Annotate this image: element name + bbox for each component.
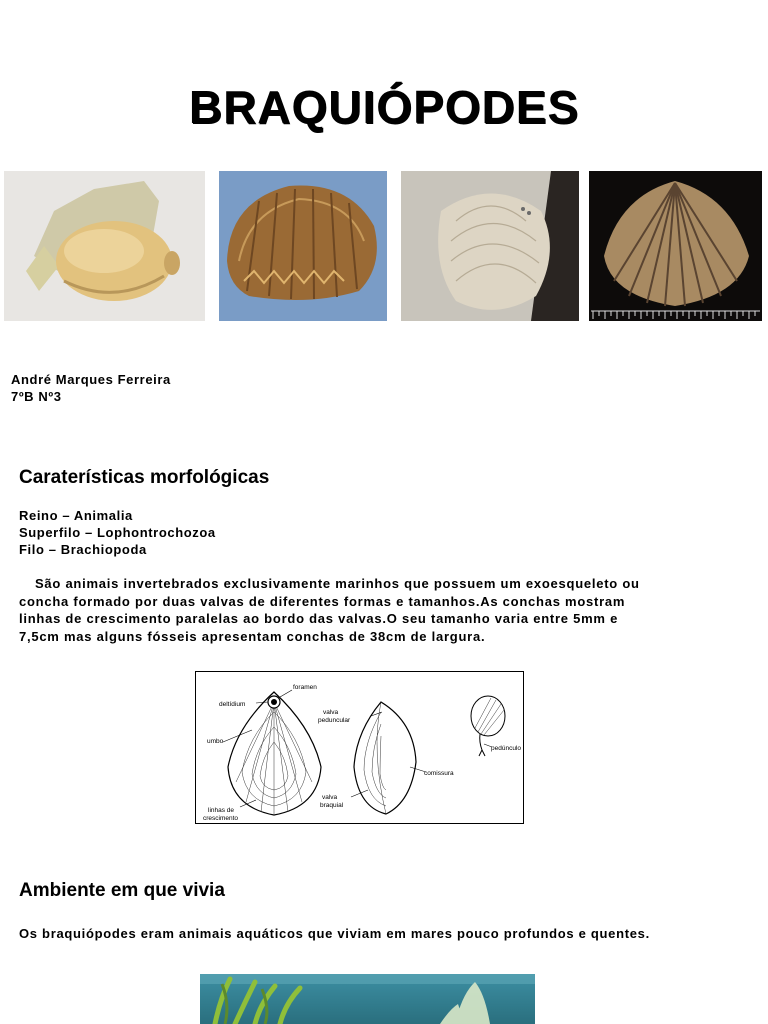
taxonomy-reino: Reino – Animalia (19, 508, 133, 523)
label-linhas-2: crescimento (203, 815, 239, 822)
morphology-paragraph (19, 575, 749, 645)
environment-text: Os braquiópodes eram animais aquáticos que viviam em mares pouco profundos e quentes. (19, 926, 650, 941)
environment-heading: Ambiente em que vivia (19, 880, 225, 901)
author-name: André Marques Ferreira (11, 372, 171, 387)
sea-floor-image (200, 974, 535, 1024)
label-valva-peduncular-2: peduncular (318, 717, 351, 724)
label-foramen: foramen (293, 684, 317, 691)
label-pedunculo: pedúnculo (491, 745, 521, 752)
author-class: 7ºB Nº3 (11, 389, 62, 404)
label-valva-peduncular-1: valva (323, 709, 339, 716)
label-linhas-1: linhas de (208, 807, 235, 814)
taxonomy-list (19, 507, 216, 558)
paragraph-line-3: linhas de crescimento paralelas ao bordo das valvas.O seu tamanho varia entre 5mm e (19, 611, 619, 626)
label-umbo: umbo (207, 738, 224, 745)
fossil-photo-1 (4, 171, 205, 321)
fossil-photo-2 (219, 171, 387, 321)
page-title: BRAQUIÓPODES (188, 81, 580, 133)
label-comissura: comissura (424, 770, 454, 777)
paragraph-line-4: 7,5cm mas alguns fósseis apresentam conchas de 38cm de largura. (19, 628, 486, 644)
taxonomy-filo: Filo – Brachiopoda (19, 542, 147, 557)
label-valva-braquial-2: braquial (320, 802, 344, 809)
paragraph-line-1: São animais invertebrados exclusivamente marinhos que possuem um exoesqueleto ou (35, 576, 640, 591)
label-deltidium: deltídium (219, 701, 246, 708)
brachiopod-anatomy-diagram (195, 671, 524, 824)
taxonomy-superfilo: Superfilo – Lophontrochozoa (19, 525, 216, 540)
morphology-heading: Caraterísticas morfológicas (19, 467, 270, 488)
paragraph-line-2: concha formado por duas valvas de diferentes formas e tamanhos.As conchas mostram (19, 593, 626, 609)
fossil-photo-4 (589, 171, 762, 321)
fossil-photo-3 (401, 171, 579, 321)
author-block (11, 371, 171, 405)
label-valva-braquial-1: valva (322, 794, 338, 801)
